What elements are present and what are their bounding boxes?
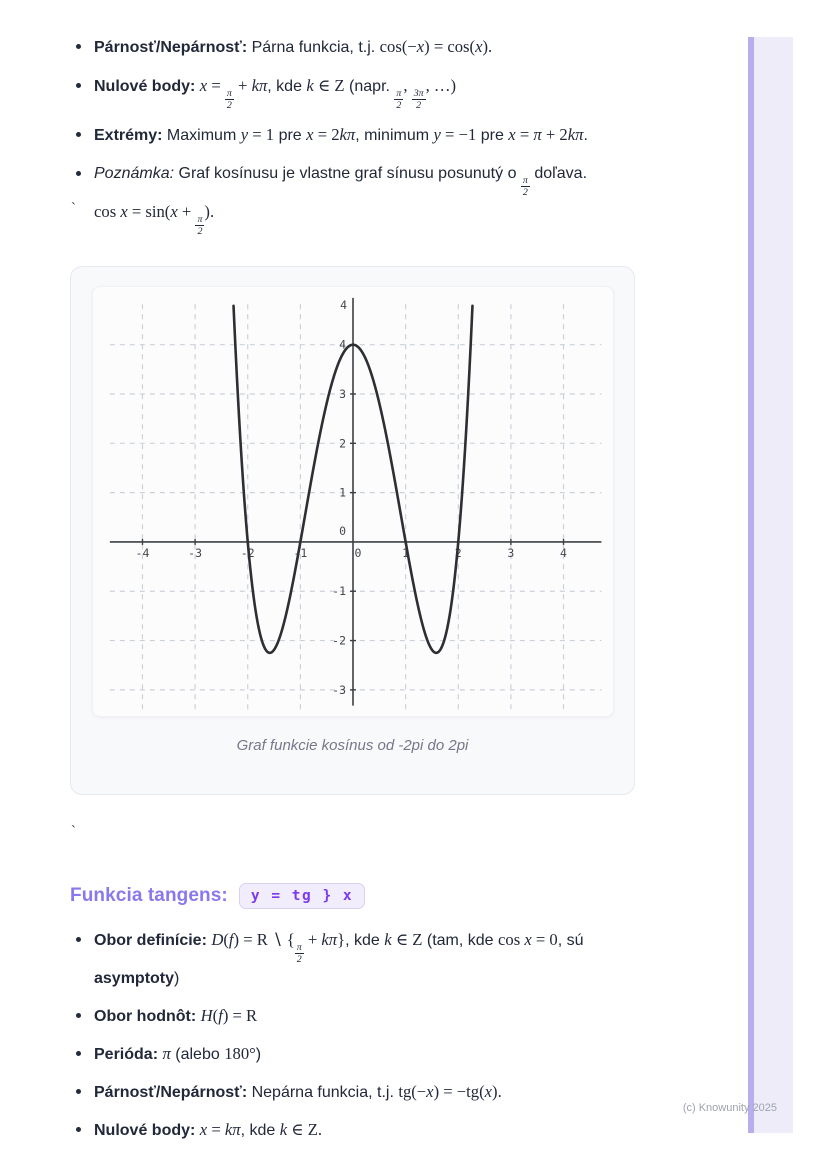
svg-text:4: 4: [340, 298, 347, 313]
bullet-icon: [76, 937, 81, 942]
text-segment: (tam, kde: [422, 932, 499, 949]
text-segment: D: [211, 930, 224, 949]
stray-backtick: `: [71, 823, 76, 840]
text-segment: asymptoty: [94, 970, 175, 988]
text-segment: (napr.: [344, 78, 395, 95]
text-segment: +: [177, 202, 196, 222]
fraction: $\frac{\pi}{2}$: [197, 214, 203, 238]
text-segment: Nepárna funkcia, t.j.: [247, 1084, 399, 1102]
svg-text:2: 2: [454, 545, 462, 560]
svg-text:4: 4: [339, 337, 346, 352]
text-segment: , kde: [267, 78, 307, 95]
section-heading-row: [70, 883, 365, 909]
text-segment: ) = cos(: [424, 37, 476, 56]
fraction: $\frac{\pi}{2}$: [522, 175, 528, 199]
text-segment: ) = R: [222, 1006, 258, 1026]
text-segment: =: [515, 125, 534, 145]
text-segment: ) = R ∖ {: [233, 930, 295, 949]
text-segment: }: [337, 930, 346, 949]
text-segment: pre: [274, 127, 307, 145]
text-segment: Párnosť/Nepárnosť:: [94, 39, 248, 56]
text-segment: (: [223, 930, 229, 949]
text-segment: ,: [403, 76, 412, 95]
text-segment: kπ: [224, 1120, 241, 1140]
list-item-text: [94, 72, 634, 111]
text-segment: = 1: [248, 125, 275, 145]
text-segment: = sin(: [127, 202, 171, 222]
text-segment: k: [306, 76, 314, 95]
list-item-text: [94, 1116, 634, 1145]
text-segment: kπ: [567, 125, 584, 145]
svg-text:-2: -2: [332, 633, 346, 648]
bullet-icon: [76, 171, 81, 176]
text-segment: Perióda:: [94, 1046, 159, 1064]
list-item: [70, 1078, 634, 1107]
text-segment: y: [433, 125, 441, 145]
text-segment: kπ: [339, 125, 356, 145]
text-segment: , sú: [557, 932, 584, 949]
text-segment: ).: [492, 1082, 502, 1102]
text-segment: =: [207, 1120, 225, 1140]
svg-text:-3: -3: [188, 545, 203, 560]
text-segment: x: [416, 37, 425, 56]
text-segment: = −1: [440, 125, 477, 145]
list-item-text: [94, 33, 634, 62]
text-segment: cos(−: [379, 37, 417, 56]
text-segment: , kde: [345, 932, 385, 949]
svg-text:0: 0: [339, 523, 346, 538]
fraction: $\frac{\pi}{2}$: [226, 87, 232, 112]
text-segment: +: [303, 930, 322, 949]
text-segment: x: [484, 1082, 493, 1102]
text-segment: ).: [482, 37, 493, 56]
svg-text:2: 2: [339, 436, 346, 451]
svg-text:1: 1: [402, 545, 410, 560]
svg-text:-2: -2: [240, 545, 255, 560]
plot-area: [92, 286, 614, 717]
cosine-function-plot: [93, 287, 613, 716]
list-item: [70, 33, 634, 62]
list-item: [70, 1116, 634, 1145]
text-segment: , …): [425, 76, 457, 95]
text-segment: y: [240, 125, 249, 145]
text-segment: (alebo: [170, 1046, 225, 1064]
fraction: $\frac{\pi}{2}$: [296, 941, 302, 966]
text-segment: Extrémy:: [94, 127, 163, 145]
text-segment: k: [384, 930, 392, 949]
bullet-icon: [76, 1127, 81, 1132]
list-item-text: [94, 121, 634, 150]
text-segment: +: [233, 76, 252, 95]
formula-chip: y = tg } x: [239, 883, 365, 909]
text-segment: tg(−: [398, 1082, 427, 1102]
text-segment: π: [162, 1044, 171, 1064]
text-segment: , minimum: [355, 127, 434, 145]
list-item-text: [94, 926, 634, 993]
text-segment: Maximum: [162, 127, 241, 145]
text-segment: k: [279, 1120, 288, 1140]
list-item-text: [94, 1078, 634, 1107]
text-segment: x: [306, 125, 314, 145]
list-item: [70, 1002, 634, 1031]
text-segment: =: [207, 76, 225, 95]
text-segment: π: [533, 125, 542, 145]
text-segment: pre: [476, 127, 509, 145]
text-segment: x: [426, 1082, 434, 1102]
text-segment: x: [524, 930, 532, 949]
text-segment: ∈ Z: [391, 930, 423, 949]
text-segment: kπ: [321, 930, 338, 949]
text-segment: ): [174, 970, 180, 988]
text-segment: ) = −tg(: [433, 1082, 485, 1102]
text-segment: 180°: [224, 1044, 256, 1064]
copyright-watermark: (c) Knowunity 2025: [682, 1102, 777, 1114]
svg-text:3: 3: [507, 545, 515, 560]
text-segment: (: [212, 1006, 219, 1026]
text-segment: Obor definície:: [94, 932, 207, 949]
text-segment: Párnosť/Nepárnosť:: [94, 1084, 248, 1102]
text-segment: f: [218, 1006, 223, 1026]
svg-text:3: 3: [339, 387, 346, 402]
text-segment: Nulové body:: [94, 78, 196, 95]
bullet-icon: [76, 1051, 81, 1056]
text-segment: H: [200, 1006, 213, 1026]
list-item-text: [94, 1002, 634, 1031]
page-edge-panel: [754, 37, 793, 1133]
list-item-text: [94, 1040, 634, 1069]
list-item: [70, 72, 634, 111]
text-segment: .: [583, 127, 588, 145]
text-segment: ): [255, 1046, 262, 1064]
text-segment: = 0: [531, 930, 558, 949]
section-title: Funkcia tangens:: [70, 885, 228, 906]
list-item: [70, 160, 634, 237]
text-segment: ∈ Z.: [287, 1120, 323, 1140]
text-segment: ).: [204, 202, 215, 222]
text-segment: , kde: [240, 1122, 280, 1140]
stray-backtick: `: [71, 200, 76, 217]
list-item: [70, 121, 634, 150]
bullet-icon: [76, 1013, 81, 1018]
text-segment: doľava.: [529, 165, 588, 183]
text-segment: kπ: [251, 76, 268, 95]
svg-text:-1: -1: [293, 545, 308, 560]
text-segment: cos: [498, 930, 525, 949]
svg-text:-1: -1: [332, 584, 346, 599]
fraction: $\frac{\pi}{2}$: [396, 87, 402, 112]
text-segment: + 2: [541, 125, 568, 145]
text-segment: Nulové body:: [94, 1122, 196, 1140]
cosine-properties-list: [70, 33, 634, 248]
text-segment: x: [475, 37, 483, 56]
svg-text:0: 0: [354, 545, 362, 560]
svg-text:-3: -3: [332, 682, 346, 697]
list-item: [70, 926, 634, 993]
list-item-text: [94, 160, 634, 237]
text-segment: f: [228, 930, 234, 949]
svg-text:-4: -4: [135, 545, 150, 560]
text-segment: x: [508, 125, 516, 145]
bullet-icon: [76, 44, 81, 49]
text-segment: x: [170, 202, 178, 222]
graph-caption: Graf funkcie kosínus od -2pi do 2pi: [236, 737, 469, 754]
text-segment: x: [199, 76, 208, 95]
tangens-properties-list: [70, 926, 634, 1154]
bullet-icon: [76, 1089, 81, 1094]
text-segment: Obor hodnôt:: [94, 1008, 197, 1026]
text-segment: = 2: [313, 125, 340, 145]
list-item: [70, 1040, 634, 1069]
bullet-icon: [76, 83, 81, 88]
text-segment: x: [199, 1120, 208, 1140]
text-segment: Párna funkcia, t.j.: [247, 39, 380, 56]
svg-text:1: 1: [339, 485, 346, 500]
bullet-icon: [76, 132, 81, 137]
text-segment: cos: [94, 202, 121, 222]
svg-text:4: 4: [560, 545, 567, 560]
text-segment: Poznámka:: [94, 165, 175, 183]
fraction: $\frac{3\pi}{2}$: [413, 87, 424, 112]
text-segment: ∈ Z: [313, 76, 345, 95]
text-segment: Graf kosínusu je vlastne graf sínusu posunutý o: [174, 165, 521, 183]
text-segment: x: [120, 202, 128, 222]
graph-card: [70, 266, 635, 795]
